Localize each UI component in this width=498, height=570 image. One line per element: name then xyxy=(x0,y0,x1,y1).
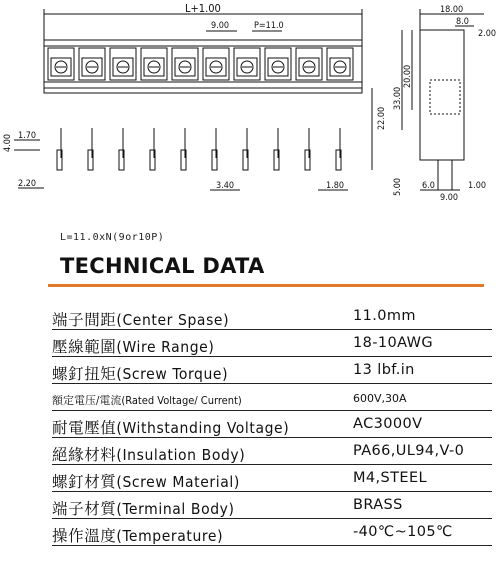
terminal-positions xyxy=(48,48,353,158)
spec-row xyxy=(52,467,492,494)
spec-label: 螺釘扭矩(Screw Torque) xyxy=(52,365,229,383)
spec-value: AC3000V xyxy=(353,416,423,432)
dim-pin-pitch: 4.00 xyxy=(3,133,13,152)
spec-row xyxy=(52,386,492,413)
row-divider xyxy=(52,464,492,465)
spec-value: M4,STEEL xyxy=(353,470,428,486)
spec-value: 13 lbf.in xyxy=(353,362,415,378)
spec-row xyxy=(52,305,492,332)
spec-value: PA66,UL94,V-0 xyxy=(353,443,465,459)
dim-top-ledge: 2.00 xyxy=(478,29,497,39)
pins xyxy=(57,150,341,170)
terminal-block-drawing xyxy=(0,0,498,215)
row-divider xyxy=(52,329,492,330)
spec-row xyxy=(52,413,492,440)
spec-label: 額定電压/電流(Rated Voltage/ Current) xyxy=(52,394,242,407)
dim-pin-gap: 3.40 xyxy=(216,181,235,191)
dim-height-total: 22.00 xyxy=(377,106,387,130)
spec-row xyxy=(52,359,492,386)
dim-side-h1: 20.00 xyxy=(403,64,413,88)
row-divider xyxy=(52,491,492,492)
dim-bottom-w2: 9.00 xyxy=(440,193,459,203)
spec-label: 端子材質(Terminal Body) xyxy=(52,500,235,518)
row-divider xyxy=(52,410,492,411)
row-divider xyxy=(52,545,492,546)
dim-pitch-offset: 9.00 xyxy=(211,21,230,31)
dim-bottom-right: 1.00 xyxy=(468,181,487,191)
spec-table xyxy=(52,305,492,548)
spec-row xyxy=(52,440,492,467)
dim-pin-width: 2.20 xyxy=(18,179,37,189)
spec-value: -40℃~105℃ xyxy=(353,524,453,540)
spec-label: 螺釘材質(Screw Material) xyxy=(52,473,240,491)
spec-row xyxy=(52,521,492,548)
spec-value: 18-10AWG xyxy=(353,335,434,351)
spec-label: 端子間距(Center Spase) xyxy=(52,311,230,329)
dim-pin-len: 1.70 xyxy=(18,131,37,141)
dim-pitch: P=11.0 xyxy=(254,21,284,31)
spec-value: 600V,30A xyxy=(353,392,407,405)
row-divider xyxy=(52,356,492,357)
row-divider xyxy=(52,383,492,384)
dim-length: L+1.00 xyxy=(185,2,221,15)
dim-depth: 18.00 xyxy=(440,5,464,15)
dim-depth-top: 8.0 xyxy=(456,17,469,27)
dim-bottom-w: 6.0 xyxy=(422,181,435,191)
spec-label: 操作溫度(Temperature) xyxy=(52,527,224,545)
spec-label: 耐電壓值(Withstanding Voltage) xyxy=(52,419,290,437)
dim-side-h2: 33.00 xyxy=(393,86,403,110)
title-underline xyxy=(48,284,484,287)
spec-value: 11.0mm xyxy=(353,308,416,324)
dim-bottom-left-h: 5.00 xyxy=(393,177,403,196)
spec-label: 壓線範圍(Wire Range) xyxy=(52,338,215,356)
spec-label: 絕緣材料(Insulation Body) xyxy=(52,446,246,464)
spec-row xyxy=(52,494,492,521)
section-title: TECHNICAL DATA xyxy=(60,254,265,278)
spec-row xyxy=(52,332,492,359)
length-formula: L=11.0xN(9or10P) xyxy=(60,232,165,243)
row-divider xyxy=(52,437,492,438)
side-view-body xyxy=(420,30,464,160)
row-divider xyxy=(52,518,492,519)
spec-value: BRASS xyxy=(353,497,403,513)
dim-pin-thick: 1.80 xyxy=(326,181,345,191)
